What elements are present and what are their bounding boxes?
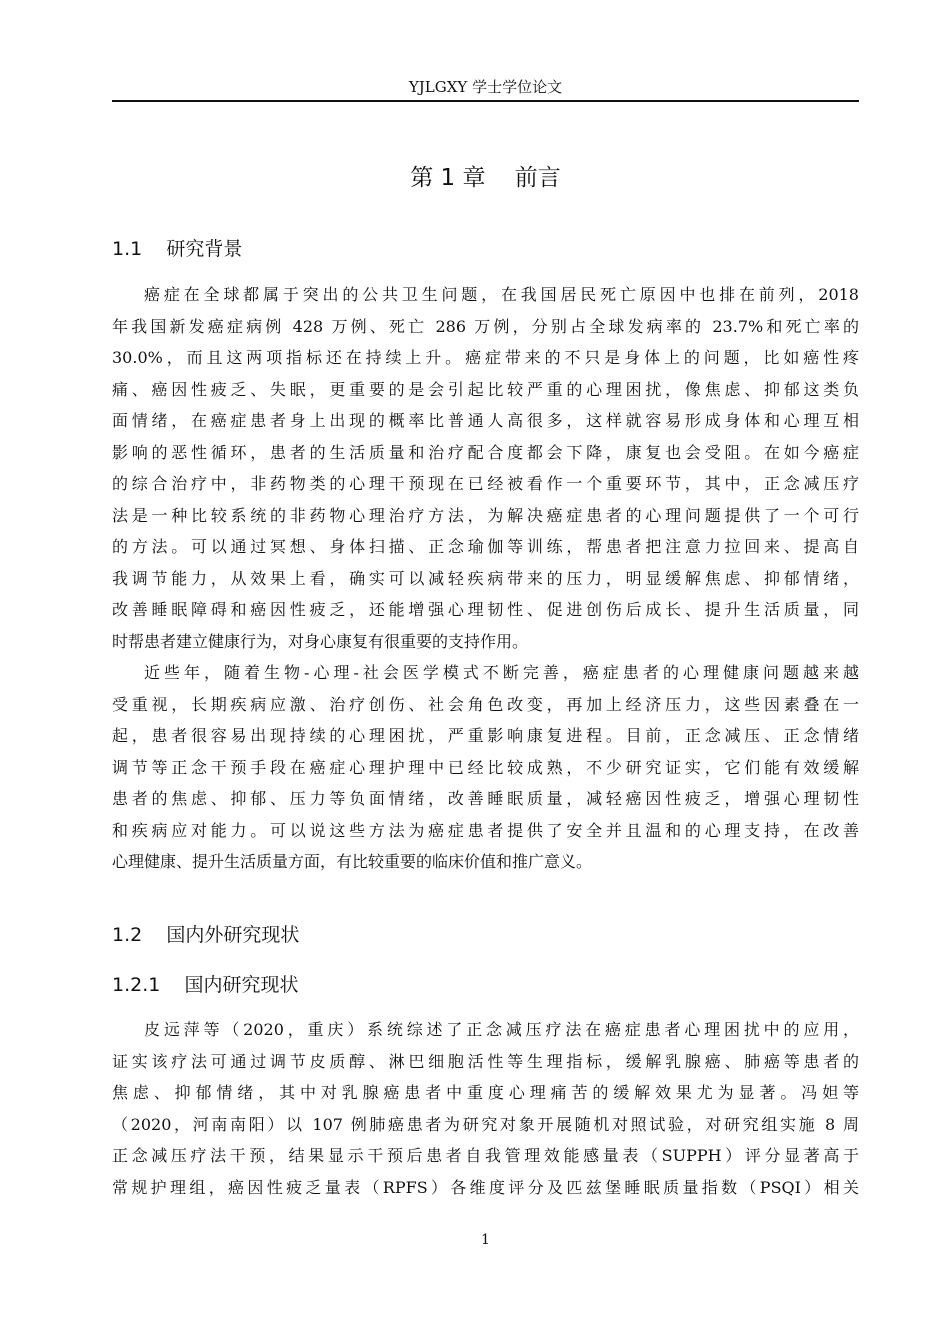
section-heading-1-2: 1.2 国内外研究现状 [112, 924, 300, 946]
paragraph-line: 调节等正念干预手段在癌症心理护理中已经比较成熟，不少研究证实，它们能有效缓解 [112, 757, 859, 777]
paragraph-line: 痛、癌因性疲乏、失眠，更重要的是会引起比较严重的心理困扰，像焦虑、抑郁这类负 [112, 379, 859, 399]
paragraph-line: 影响的恶性循环，患者的生活质量和治疗配合度都会下降，康复也会受阻。在如今癌症 [112, 442, 859, 462]
paragraph-line: 年我国新发癌症病例 428 万例、死亡 286 万例，分别占全球发病率的 23.7%和死亡率的 [112, 316, 859, 336]
paragraph-line: 法是一种比较系统的非药物心理治疗方法，为解决癌症患者的心理问题提供了一个可行 [112, 505, 859, 525]
paragraph-line: 近些年，随着生物-心理-社会医学模式不断完善，癌症患者的心理健康问题越来越 [144, 663, 859, 682]
paragraph-line: （2020，河南南阳）以 107 例肺癌患者为研究对象开展随机对照试验，对研究组实施 8 周 [112, 1114, 859, 1134]
paragraph-line: 证实该疗法可通过调节皮质醇、淋巴细胞活性等生理指标，缓解乳腺癌、肺癌等患者的 [112, 1051, 859, 1071]
paragraph-line: 焦虑、抑郁情绪，其中对乳腺癌患者中重度心理痛苦的缓解效果尤为显著。冯妲等 [112, 1083, 859, 1102]
paragraph-line: 皮远萍等（2020，重庆）系统综述了正念减压疗法在癌症患者心理困扰中的应用， [144, 1020, 859, 1039]
paragraph-line: 心理健康、提升生活质量方面，有比较重要的临床价值和推广意义。 [112, 852, 593, 871]
paragraph-line: 患者的焦虑、抑郁、压力等负面情绪，改善睡眠质量，减轻癌因性疲乏，增强心理韧性 [112, 789, 859, 808]
paragraph-line: 面情绪，在癌症患者身上出现的概率比普通人高很多，这样就容易形成身体和心理互相 [112, 411, 859, 430]
paragraph-line: 受重视，长期疾病应激、治疗创伤、社会角色改变，再加上经济压力，这些因素叠在一 [112, 694, 859, 714]
paragraph-line: 30.0%，而且这两项指标还在持续上升。癌症带来的不只是身体上的问题，比如癌性疼 [112, 348, 859, 367]
paragraph-line: 和疾病应对能力。可以说这些方法为癌症患者提供了安全并且温和的心理支持，在改善 [112, 820, 859, 840]
paragraph-line: 癌症在全球都属于突出的公共卫生问题，在我国居民死亡原因中也排在前列，2018 [144, 285, 859, 304]
chapter-title: 第 1 章 前言 [410, 165, 561, 191]
running-header: YJLGXY 学士学位论文 [408, 78, 563, 96]
section-heading-1-1: 1.1 研究背景 [112, 238, 243, 260]
paragraph-background-2 [112, 657, 859, 878]
paragraph-background-1 [112, 279, 859, 657]
paragraph-line: 时帮患者建立健康行为，对身心康复有很重要的支持作用。 [112, 631, 529, 651]
paragraph-line: 的综合治疗中，非药物类的心理干预现在已经被看作一个重要环节，其中，正念减压疗 [112, 474, 859, 493]
paragraph-line: 常规护理组，癌因性疲乏量表（RPFS）各维度评分及匹兹堡睡眠质量指数（PSQI）相关 [112, 1177, 859, 1197]
page-number: 1 [481, 1232, 490, 1248]
paragraph-line: 起，患者很容易出现持续的心理困扰，严重影响康复进程。目前，正念减压、正念情绪 [112, 726, 859, 745]
paragraph-line: 改善睡眠障碍和癌因性疲乏，还能增强心理韧性、促进创伤后成长、提升生活质量，同 [112, 600, 859, 619]
paragraph-line: 的方法。可以通过冥想、身体扫描、正念瑜伽等训练，帮患者把注意力拉回来、提高自 [112, 537, 859, 556]
paragraph-domestic-research [112, 1014, 859, 1203]
section-heading-1-2-1: 1.2.1 国内研究现状 [112, 974, 299, 996]
paragraph-line: 正念减压疗法干预，结果显示干预后患者自我管理效能感量表（SUPPH）评分显著高于 [112, 1146, 859, 1165]
header-rule [112, 100, 859, 102]
paragraph-line: 我调节能力，从效果上看，确实可以减轻疾病带来的压力，明显缓解焦虑、抑郁情绪， [112, 568, 859, 588]
